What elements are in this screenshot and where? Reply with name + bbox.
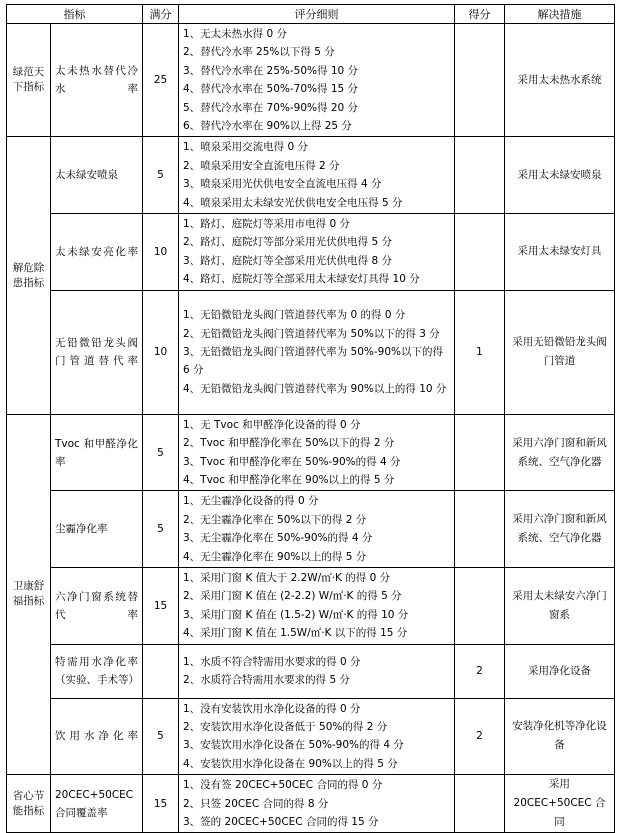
solution-cell: 安装净化机等净化设备 <box>505 698 615 775</box>
table-row <box>7 414 615 491</box>
solution-cell: 采用六净门窗和新风系统、空气净化器 <box>505 414 615 491</box>
rule-line: 2、只签 20CEC 合同的得 8 分 <box>183 797 329 810</box>
full-score: 10 <box>143 214 179 291</box>
rule-line: 3、喷泉采用光伏供电安全直流电压得 4 分 <box>183 178 382 191</box>
rule-line: 2、采用门窗 K 值在 (2-2.2) W/㎡·K 的得 5 分 <box>183 590 402 603</box>
score-cell <box>455 137 505 214</box>
rule-line: 4、喷泉采用太未绿安光伏供电安全电压得 5 分 <box>183 196 403 209</box>
score-cell <box>455 414 505 491</box>
full-score: 15 <box>143 567 179 644</box>
rule-line: 1、喷泉采用交流电得 0 分 <box>183 141 309 154</box>
rule-line: 1、没有签 20CEC+50CEC 合同的得 0 分 <box>183 779 383 792</box>
rule-line: 4、采用门窗 K 值在 1.5W/㎡·K 以下的得 15 分 <box>183 627 408 640</box>
item-name: 20CEC+50CEC 合同覆盖率 <box>51 775 143 833</box>
rules-cell <box>179 775 455 833</box>
solution-cell: 采用太未绿安灯具 <box>505 214 615 291</box>
rule-line: 1、路灯、庭院灯等采用市电得 0 分 <box>183 218 351 231</box>
item-name: 太未热水替代冷水率 <box>51 24 143 137</box>
rule-line: 2、Tvoc 和甲醛净化率在 50%以下的得 2 分 <box>183 437 395 450</box>
category-cell: 解危除患指标 <box>7 137 51 414</box>
rules-cell <box>179 414 455 491</box>
item-name: 特需用水净化率（实验、手术等） <box>51 644 143 698</box>
rule-line: 3、无尘霾净化率在 50%-90%的得 4 分 <box>183 532 373 545</box>
rule-line: 2、水质符合特需用水要求的得 5 分 <box>183 674 351 687</box>
table-row <box>7 491 615 568</box>
rule-line: 1、无铅微铅龙头阀门管道替代率为 0 的得 0 分 <box>183 309 406 322</box>
rule-line: 2、安装饮用水净化设备低于 50%的得 2 分 <box>183 720 388 733</box>
rule-line: 2、路灯、庭院灯等部分采用光伏供电得 5 分 <box>183 236 393 249</box>
rules-cell <box>179 491 455 568</box>
scoring-table <box>6 4 615 833</box>
rule-line: 3、签的 20CEC+50CEC 合同的得 15 分 <box>183 816 379 828</box>
score-cell <box>455 775 505 833</box>
item-name: 尘霾净化率 <box>51 491 143 568</box>
header-score: 得分 <box>455 5 505 24</box>
rule-line: 4、替代冷水率在 50%-70%得 15 分 <box>183 83 359 96</box>
rules-cell <box>179 567 455 644</box>
full-score: 5 <box>143 137 179 214</box>
solution-cell: 采用无铅微铅龙头阀门管道 <box>505 290 615 414</box>
solution-cell: 采用太未绿安六净门窗系 <box>505 567 615 644</box>
rules-cell <box>179 214 455 291</box>
score-cell <box>455 567 505 644</box>
category-cell: 绿范天下指标 <box>7 24 51 137</box>
rules-cell <box>179 137 455 214</box>
rule-line: 6、替代冷水率在 90%以上得 25 分 <box>183 120 352 133</box>
table-row <box>7 137 615 214</box>
rule-line: 1、采用门窗 K 值大于 2.2W/㎡·K 的得 0 分 <box>183 571 391 584</box>
item-name: Tvoc 和甲醛净化率 <box>51 414 143 491</box>
table-row <box>7 775 615 833</box>
table-row <box>7 698 615 775</box>
rules-cell <box>179 290 455 414</box>
score-cell: 1 <box>455 290 505 414</box>
table-row <box>7 214 615 291</box>
rule-line: 4、Tvoc 和甲醛净化率在 90%以上的得 5 分 <box>183 473 395 486</box>
rule-line: 3、路灯、庭院灯等全部采用光伏供电得 8 分 <box>183 254 393 267</box>
rule-line: 4、无铅微铅龙头阀门管道替代率为 90%以上的得 10 分 <box>183 382 447 395</box>
rule-line: 3、无铅微铅龙头阀门管道替代率为 50%-90%以下的得 6 分 <box>183 345 443 377</box>
rules-cell <box>179 644 455 698</box>
score-cell: 2 <box>455 698 505 775</box>
header-solution: 解决措施 <box>505 5 615 24</box>
solution-cell: 采用净化设备 <box>505 644 615 698</box>
solution-cell: 采用太未热水系统 <box>505 24 615 137</box>
score-cell <box>455 24 505 137</box>
category-cell: 省心节能指标 <box>7 775 51 833</box>
score-cell <box>455 491 505 568</box>
rule-line: 3、采用门窗 K 值在 (1.5-2) W/㎡·K 的得 10 分 <box>183 608 409 621</box>
table-row <box>7 24 615 137</box>
rule-line: 1、无尘霾净化设备的得 0 分 <box>183 495 319 508</box>
rule-line: 3、Tvoc 和甲醛净化率在 50%-90%的得 4 分 <box>183 455 401 468</box>
full-score: 10 <box>143 290 179 414</box>
score-cell: 2 <box>455 644 505 698</box>
rules-cell <box>179 24 455 137</box>
rule-line: 4、路灯、庭院灯等全部采用太未绿安灯具得 10 分 <box>183 273 420 286</box>
solution-cell: 采用 20CEC+50CEC 合同 <box>505 775 615 833</box>
header-full-score: 满分 <box>143 5 179 24</box>
header-indicator: 指标 <box>7 5 143 24</box>
rule-line: 5、替代冷水率在 70%-90%得 20 分 <box>183 101 359 114</box>
rule-line: 1、没有安装饮用水净化设备的得 0 分 <box>183 702 361 715</box>
header-rules: 评分细则 <box>179 5 455 24</box>
table-row <box>7 567 615 644</box>
rule-line: 2、替代冷水率 25%以下得 5 分 <box>183 46 335 59</box>
item-name: 太未绿安喷泉 <box>51 137 143 214</box>
solution-cell: 采用六净门窗和新风系统、空气净化器 <box>505 491 615 568</box>
item-name: 六净门窗系统替代率 <box>51 567 143 644</box>
rule-line: 1、无 Tvoc 和甲醛净化设备的得 0 分 <box>183 418 361 431</box>
rule-line: 3、替代冷水率在 25%-50%得 10 分 <box>183 64 359 77</box>
item-name: 无铅微铅龙头阀门管道替代率 <box>51 290 143 414</box>
full-score: 5 <box>143 491 179 568</box>
solution-cell: 采用太未绿安喷泉 <box>505 137 615 214</box>
rule-line: 2、喷泉采用安全直流电压得 2 分 <box>183 159 340 172</box>
full-score: 15 <box>143 775 179 833</box>
item-name: 饮用水净化率 <box>51 698 143 775</box>
rule-line: 4、无尘霾净化率在 90%以上的得 5 分 <box>183 550 367 563</box>
full-score: 25 <box>143 24 179 137</box>
item-name: 太未绿安亮化率 <box>51 214 143 291</box>
category-cell: 卫康舒福指标 <box>7 414 51 775</box>
rule-line: 3、安装饮用水净化设备在 50%-90%的得 4 分 <box>183 739 404 752</box>
full-score: 5 <box>143 414 179 491</box>
table-row <box>7 644 615 698</box>
full-score <box>143 644 179 698</box>
table-row <box>7 290 615 414</box>
full-score: 5 <box>143 698 179 775</box>
rule-line: 1、水质不符合特需用水要求的得 0 分 <box>183 655 361 668</box>
rules-cell <box>179 698 455 775</box>
rule-line: 2、无铅微铅龙头阀门管道替代率为 50%以下的得 3 分 <box>183 327 440 340</box>
header-row <box>7 5 615 24</box>
rule-line: 4、安装饮用水净化设备在 90%以上的得 5 分 <box>183 757 398 770</box>
rule-line: 2、无尘霾净化率在 50%以下的得 2 分 <box>183 513 367 526</box>
rule-line: 1、无太未热水得 0 分 <box>183 28 288 40</box>
score-cell <box>455 214 505 291</box>
